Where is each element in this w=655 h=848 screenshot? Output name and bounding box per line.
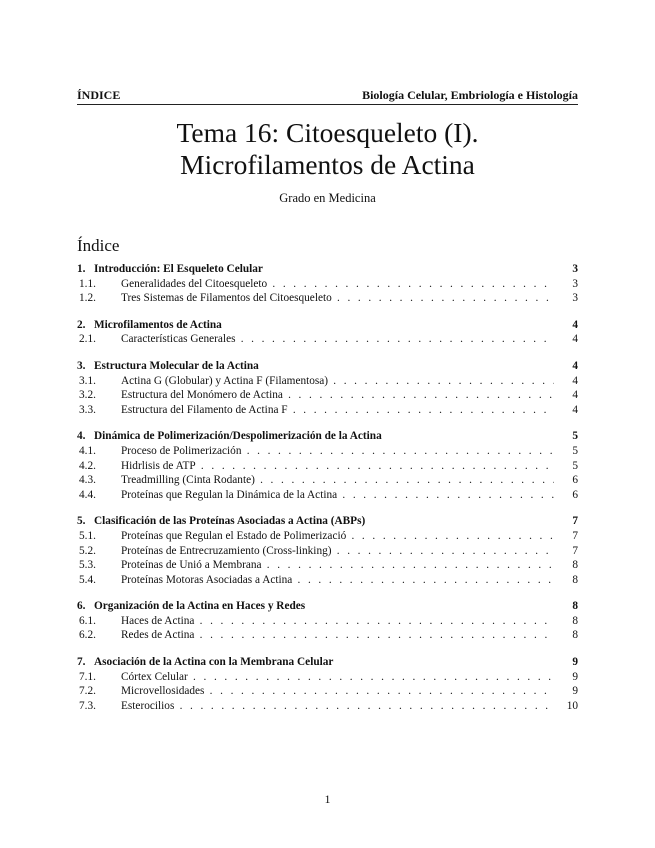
toc-entry-page: 5	[572, 444, 578, 457]
toc-entry-number: 5.2.	[79, 544, 96, 557]
toc-entry-number: 1.	[77, 263, 86, 275]
toc-entry-number: 3.1.	[79, 374, 96, 387]
toc-subsection-entry[interactable]	[77, 684, 578, 699]
toc-entry-number: 6.2.	[79, 629, 96, 642]
toc-entry-page: 8	[572, 600, 578, 613]
toc-entry-page: 8	[572, 559, 578, 572]
toc-entry-page: 9	[572, 685, 578, 698]
toc-subsection-entry[interactable]	[77, 699, 578, 714]
toc-entry-number: 4.4.	[79, 488, 96, 501]
header-right: Biología Celular, Embriología e Histología	[362, 88, 578, 102]
toc-entry-number: 4.3.	[79, 474, 96, 487]
toc-entry-title: Características Generales . . .	[121, 332, 554, 347]
toc-entry-number: 7.3.	[79, 699, 96, 712]
toc-entry-page: 7	[572, 515, 578, 528]
toc-entry-title: Proteínas que Regulan la Dinámica de la Actina . . .	[121, 488, 554, 503]
document-title	[0, 117, 655, 181]
toc-entry-number: 4.1.	[79, 444, 96, 457]
toc-section	[77, 655, 578, 713]
toc-entry-page: 3	[572, 263, 578, 275]
toc-entry-number: 2.	[77, 318, 86, 331]
toc-entry-title: Organización de la Actina en Haces y Redes	[94, 600, 306, 613]
toc-entry-page: 6	[572, 488, 578, 501]
toc-entry-page: 8	[572, 573, 578, 586]
toc-entry-page: 4	[572, 374, 578, 387]
toc-entry-title: Microfilamentos de Actina	[94, 318, 222, 331]
toc-entry-number: 5.4.	[79, 573, 96, 586]
toc-subsection-entry[interactable]	[77, 529, 578, 544]
toc-entry-number: 6.	[77, 600, 86, 613]
title-line-1: Tema 16: Citoesqueleto (I).	[176, 117, 479, 148]
toc-entry-page: 4	[572, 359, 578, 372]
toc-entry-page: 8	[572, 614, 578, 627]
toc-subsection-entry[interactable]	[77, 374, 578, 389]
header-left: ÍNDICE	[77, 88, 121, 102]
toc-entry-page: 3	[572, 277, 578, 290]
toc-section	[77, 359, 578, 417]
toc-subsection-entry[interactable]	[77, 332, 578, 347]
document-subtitle: Grado en Medicina	[279, 191, 376, 205]
toc-entry-page: 7	[572, 544, 578, 557]
toc-entry-page: 5	[572, 459, 578, 472]
toc-entry-title: Córtex Celular . . .	[121, 670, 554, 685]
toc-entry-page: 4	[572, 333, 578, 346]
toc-entry-number: 7.1.	[79, 670, 96, 683]
toc-entry-number: 7.	[77, 656, 86, 669]
toc-subsection-entry[interactable]	[77, 403, 578, 418]
toc-entry-title: Proteínas Motoras Asociadas a Actina . . .	[121, 573, 554, 588]
toc-section-entry[interactable]	[77, 514, 578, 529]
toc-entry-page: 10	[566, 699, 578, 712]
toc-entry-title: Dinámica de Polimerización/Despolimerización de la Actina	[94, 430, 382, 443]
toc-entry-title: Tres Sistemas de Filamentos del Citoesqueleto . . .	[121, 291, 554, 306]
toc-entry-title: Proteínas que Regulan el Estado de Polimerizació . . .	[121, 529, 554, 544]
toc-entry-number: 5.	[77, 515, 86, 528]
toc-section	[77, 262, 578, 306]
toc-subsection-entry[interactable]	[77, 573, 578, 588]
toc-entry-number: 3.2.	[79, 389, 96, 402]
toc-entry-number: 1.1.	[79, 277, 96, 290]
toc-entry-title: Clasificación de las Proteínas Asociadas a Actina (ABPs)	[94, 515, 366, 528]
toc-subsection-entry[interactable]	[77, 558, 578, 573]
toc-section-entry[interactable]	[77, 262, 578, 277]
toc-entry-title: Actina G (Globular) y Actina F (Filamentosa) . . .	[121, 374, 554, 389]
toc-section-entry[interactable]	[77, 429, 578, 444]
toc-subsection-entry[interactable]	[77, 614, 578, 629]
toc-section	[77, 514, 578, 587]
toc-section-entry[interactable]	[77, 318, 578, 333]
toc-entry-title: Microvellosidades . . .	[121, 684, 554, 699]
toc-entry-title: Proteínas de Unió a Membrana . . .	[121, 558, 554, 573]
toc-subsection-entry[interactable]	[77, 670, 578, 685]
toc-entry-number: 1.2.	[79, 292, 96, 305]
toc-entry-page: 3	[572, 292, 578, 305]
toc-entry-page: 9	[572, 656, 578, 669]
toc-section	[77, 318, 578, 347]
toc-section	[77, 429, 578, 502]
toc-subsection-entry[interactable]	[77, 444, 578, 459]
toc-entry-number: 4.2.	[79, 459, 96, 472]
toc-subsection-entry[interactable]	[77, 628, 578, 643]
toc-entry-number: 3.	[77, 359, 86, 372]
toc-entry-title: Asociación de la Actina con la Membrana Celular	[94, 656, 334, 669]
toc-section	[77, 599, 578, 643]
toc-entry-number: 2.1.	[79, 333, 96, 346]
toc-entry-title: Introducción: El Esqueleto Celular	[94, 263, 263, 275]
toc-section-entry[interactable]	[77, 599, 578, 614]
toc-section-entry[interactable]	[77, 359, 578, 374]
toc-entry-number: 3.3.	[79, 403, 96, 416]
toc-entry-number: 7.2.	[79, 685, 96, 698]
toc-subsection-entry[interactable]	[77, 544, 578, 559]
toc-subsection-entry[interactable]	[77, 277, 578, 292]
toc-entry-page: 5	[572, 430, 578, 443]
toc-entry-page: 6	[572, 474, 578, 487]
toc-entry-page: 8	[572, 629, 578, 642]
toc-entry-page: 4	[572, 389, 578, 402]
toc-entry-number: 6.1.	[79, 614, 96, 627]
title-line-2: Microfilamentos de Actina	[180, 149, 475, 180]
page-number: 1	[324, 792, 331, 806]
toc-section-entry[interactable]	[77, 655, 578, 670]
toc-entry-title: Treadmilling (Cinta Rodante) . . .	[121, 473, 554, 488]
toc-entry-title: Haces de Actina . . .	[121, 614, 554, 629]
toc-entry-title: Estructura del Monómero de Actina . . .	[121, 388, 554, 403]
toc-subsection-entry[interactable]	[77, 473, 578, 488]
toc-entry-title: Proteínas de Entrecruzamiento (Cross-linking) . . .	[121, 544, 554, 559]
toc-entry-title: Estructura del Filamento de Actina F . . .	[121, 403, 554, 418]
toc-entry-title: Esterocilios . . .	[121, 699, 554, 714]
toc-subsection-entry[interactable]	[77, 291, 578, 306]
toc-subsection-entry[interactable]	[77, 459, 578, 474]
toc-entry-title: Proceso de Polimerización . . .	[121, 444, 554, 459]
running-header	[77, 88, 578, 105]
toc-entry-page: 4	[572, 318, 578, 331]
toc-subsection-entry[interactable]	[77, 388, 578, 403]
toc-entry-title: Generalidades del Citoesqueleto . . .	[121, 277, 554, 292]
toc-entry-page: 9	[572, 670, 578, 683]
toc-entry-number: 4.	[77, 430, 86, 443]
toc-entry-title: Hidrlisis de ATP . . .	[121, 459, 554, 474]
toc-entry-page: 4	[572, 403, 578, 416]
toc-entry-title: Redes de Actina . . .	[121, 628, 554, 643]
toc-entry-number: 5.1.	[79, 529, 96, 542]
table-of-contents	[77, 262, 578, 725]
toc-entry-page: 7	[572, 529, 578, 542]
toc-entry-title: Estructura Molecular de la Actina	[94, 359, 259, 372]
toc-heading: Índice	[77, 236, 120, 255]
toc-subsection-entry[interactable]	[77, 488, 578, 503]
toc-entry-number: 5.3.	[79, 559, 96, 572]
